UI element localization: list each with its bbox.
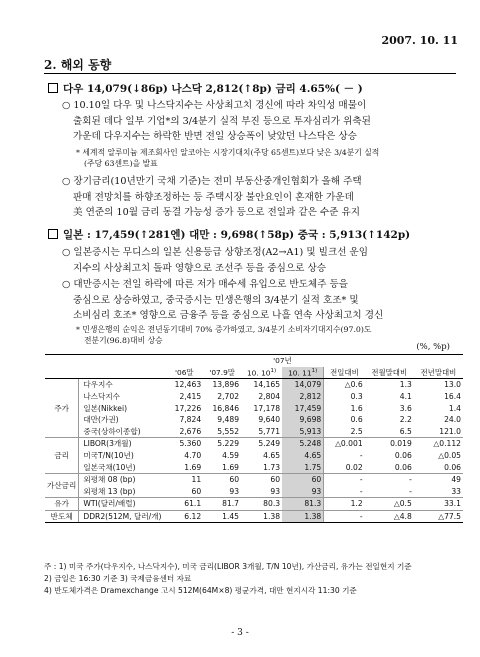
column-header: 10. 10$^{1)}$ bbox=[241, 367, 282, 379]
row-label: 나스닥지수 bbox=[83, 392, 121, 402]
asia-market-para-2 bbox=[62, 277, 457, 324]
table-row bbox=[45, 486, 463, 498]
note-line: 전분기(96.8)대비 상승 bbox=[84, 336, 163, 345]
table-cell: 33 bbox=[414, 486, 463, 498]
para-line: 가운데 다우지수는 하락한 반면 전일 상승폭이 낮았던 나스닥은 상승 bbox=[73, 131, 357, 142]
table-cell: 60 bbox=[282, 473, 324, 485]
table-cell: 17,226 bbox=[174, 403, 202, 413]
table-cell: 16,846 bbox=[212, 403, 240, 413]
page-number: - 3 - bbox=[231, 628, 249, 638]
table-cell: 14,079 bbox=[282, 379, 324, 391]
note-line: * 세계적 알루미늄 제조회사인 알코아는 시장기대치(주당 65센트)보다 낮은 3/4분기 실적 bbox=[76, 148, 380, 157]
asia-market-note-1 bbox=[76, 324, 396, 346]
para-line: 소비심리 호조* 영향으로 금융주 등을 중심으로 나흘 연속 사상최고치 경신 bbox=[73, 310, 384, 321]
table-cell: 33.1 bbox=[414, 498, 463, 511]
row-label: 미국T/N(10년) bbox=[83, 451, 134, 461]
table-cell: 1.4 bbox=[448, 403, 461, 413]
table-cell: 0.06 bbox=[414, 461, 463, 473]
table-cell: 2,812 bbox=[282, 391, 324, 403]
us-market-heading-text: 다우 14,079(↓86p) 나스닥 2,812(↑8p) 금리 4.65%( － ) bbox=[63, 83, 363, 95]
table-cell: 12,463 bbox=[174, 380, 202, 390]
para-line: 중심으로 상승하였고, 중국증시는 민생은행의 3/4분기 실적 호조* 및 bbox=[73, 294, 359, 306]
table-cell: 0.06 bbox=[394, 451, 412, 461]
table-cell: 3.6 bbox=[399, 403, 412, 413]
table-cell: 4.59 bbox=[222, 451, 240, 461]
para-line: ○ 일본증시는 무디스의 일본 신용등급 상향조정(A2→A1) 및 빌크선 운임 bbox=[62, 247, 369, 258]
table-cell: 1.38 bbox=[282, 510, 324, 523]
table-cell: 5,771 bbox=[241, 426, 282, 438]
row-group-label: 유가 bbox=[45, 498, 79, 511]
table-cell: 1.69 bbox=[203, 461, 241, 473]
table-header-row bbox=[45, 367, 463, 379]
table-row bbox=[45, 450, 463, 462]
row-label: DDR2(512M, 달러/개) bbox=[79, 510, 166, 523]
table-cell: 93 bbox=[282, 486, 324, 498]
para-line: ○ 대만증시는 전일 하락에 따른 저가 매수세 유입으로 반도체주 등을 bbox=[62, 279, 349, 290]
section-divider bbox=[44, 73, 456, 74]
table-cell: 49 bbox=[451, 475, 461, 485]
table-cell: △4.8 bbox=[365, 510, 414, 523]
table-cell: 2,804 bbox=[258, 392, 281, 402]
table-cell: 6.5 bbox=[365, 426, 414, 438]
table-cell: 60 bbox=[165, 486, 203, 498]
table-cell: - bbox=[324, 510, 365, 523]
table-row bbox=[45, 402, 463, 414]
table-footnote-3: 4) 반도체가격은 Dramexchange 고시 512M(64M×8) 평균가격, 대만 현지시각 11:30 기준 bbox=[44, 586, 357, 595]
table-cell: △0.6 bbox=[324, 379, 365, 391]
table-row bbox=[45, 414, 463, 426]
table-row bbox=[45, 391, 463, 403]
table-cell: 11 bbox=[191, 475, 202, 485]
column-header: '06말 bbox=[165, 367, 203, 379]
para-line: ○ 10.10일 다우 및 나스닥지수는 사상최고치 경신에 따라 차익성 매물이 bbox=[62, 100, 367, 111]
row-label: 일본국채(10년) bbox=[79, 461, 166, 473]
table-cell: △0.001 bbox=[324, 438, 365, 450]
table-cell: 1.75 bbox=[282, 461, 324, 473]
table-cell: 4.65 bbox=[263, 451, 281, 461]
table-cell: - bbox=[324, 473, 365, 485]
section-title: 2. 해외 동향 bbox=[44, 58, 112, 72]
table-cell: 0.06 bbox=[365, 461, 414, 473]
table-cell: △0.05 bbox=[438, 451, 461, 461]
row-group-label: 가산금리 bbox=[45, 473, 79, 497]
column-header: '07.9말 bbox=[203, 367, 241, 379]
table-cell: 9,489 bbox=[217, 415, 240, 425]
table-cell: 1.38 bbox=[241, 510, 282, 523]
row-label: 외평채 08 (bp) bbox=[83, 475, 136, 485]
column-header-sup: 1) bbox=[270, 367, 277, 374]
table-cell: - bbox=[365, 486, 414, 498]
table-cell: 4.1 bbox=[399, 392, 412, 402]
row-label: 대만(가권) bbox=[83, 415, 119, 425]
table-cell: 61.1 bbox=[165, 498, 203, 511]
column-header: 10. 11$^{1)}$ bbox=[282, 367, 324, 379]
table-row bbox=[45, 473, 463, 485]
row-label: WTI(달러/배럴) bbox=[79, 498, 166, 511]
table-cell: 24.0 bbox=[444, 415, 461, 425]
table-cell: 5.249 bbox=[258, 439, 281, 449]
table-cell: 14,165 bbox=[253, 380, 281, 390]
para-line: 판매 전망치를 하향조정하는 등 주택시장 불안요인이 혼재한 가운데 bbox=[73, 191, 354, 203]
table-cell: 5.360 bbox=[179, 439, 202, 449]
table-cell: 1.69 bbox=[165, 461, 203, 473]
table-cell: 81.7 bbox=[203, 498, 241, 511]
unit-label: (%, %p) bbox=[416, 342, 450, 352]
market-indicator-table bbox=[45, 354, 463, 523]
table-cell: 93 bbox=[241, 486, 282, 498]
row-label: 다우지수 bbox=[83, 380, 113, 390]
table-cell: 5,913 bbox=[282, 426, 324, 438]
row-group-label: 금리 bbox=[45, 438, 79, 474]
table-header-row bbox=[45, 355, 463, 367]
table-cell: 17,459 bbox=[282, 402, 324, 414]
table-cell: 2,415 bbox=[179, 392, 202, 402]
table-cell: 80.3 bbox=[241, 498, 282, 511]
table-cell: 2,676 bbox=[165, 426, 203, 438]
table-footnote-1: 주 : 1) 미국 주가(다우지수, 나스닥지수), 미국 금리(LIBOR 3개월, T/N 10년), 가산금리, 유가는 전일현지 기준 bbox=[44, 562, 412, 571]
table-cell: 93 bbox=[203, 486, 241, 498]
row-group-label: 반도체 bbox=[45, 510, 79, 523]
table-cell: 9,640 bbox=[258, 415, 281, 425]
table-footnote-2: 2) 금일은 16:30 기준 3) 국제금융센터 자료 bbox=[44, 574, 192, 583]
table-cell: 17,178 bbox=[253, 403, 281, 413]
checkbox-square-icon bbox=[48, 83, 58, 93]
us-market-heading bbox=[48, 81, 363, 96]
header-spacer bbox=[45, 355, 241, 367]
report-date: 2007. 10. 11 bbox=[381, 34, 458, 47]
table-cell: - bbox=[324, 486, 365, 498]
table-cell: 0.3 bbox=[324, 391, 365, 403]
table-cell: 2.5 bbox=[324, 426, 365, 438]
checkbox-square-icon bbox=[48, 229, 58, 239]
table-cell: 1.2 bbox=[324, 498, 365, 511]
table-cell: 4.70 bbox=[184, 451, 202, 461]
para-line: 美 연준의 10월 금리 동결 가능성 증가 등으로 전일과 같은 수준 유지 bbox=[73, 207, 361, 218]
table-row bbox=[45, 498, 463, 511]
table-row bbox=[45, 379, 463, 391]
asia-market-heading bbox=[48, 227, 410, 242]
table-cell: 2.2 bbox=[399, 415, 412, 425]
row-label: LIBOR(3개월) bbox=[83, 439, 132, 449]
table-cell: 5.248 bbox=[282, 438, 324, 450]
table-row bbox=[45, 426, 463, 438]
table-cell: 2,702 bbox=[217, 392, 240, 402]
table-cell: 0.019 bbox=[390, 439, 412, 449]
table-cell: 1.3 bbox=[399, 380, 412, 390]
table-cell: △0.112 bbox=[433, 439, 461, 449]
table-cell: 1.6 bbox=[324, 402, 365, 414]
note-line: (주당 63센트)을 발표 bbox=[84, 159, 158, 168]
column-header: 전일대비 bbox=[324, 367, 365, 379]
column-header: 전년말대비 bbox=[414, 367, 463, 379]
row-group-label: 주가 bbox=[45, 379, 79, 438]
table-cell: △0.5 bbox=[365, 498, 414, 511]
table-cell: - bbox=[409, 475, 412, 485]
table-cell: 1.45 bbox=[203, 510, 241, 523]
table-cell: 9,698 bbox=[282, 414, 324, 426]
us-market-note-1 bbox=[76, 147, 456, 169]
table-cell: 4.65 bbox=[282, 450, 324, 462]
table-cell: 13,896 bbox=[212, 380, 240, 390]
header-spacer bbox=[324, 355, 463, 367]
us-market-para-1 bbox=[62, 98, 457, 145]
table-cell: 60 bbox=[229, 475, 240, 485]
table-cell: 6.12 bbox=[165, 510, 203, 523]
table-cell: 13.0 bbox=[444, 380, 461, 390]
note-line: * 민생은행의 순익은 전년동기대비 70% 증가하였고, 3/4분기 소비자기대지수(97.0)도 bbox=[76, 325, 372, 334]
row-label: 일본(Nikkei) bbox=[83, 403, 128, 413]
row-label: 중국(상하이종합) bbox=[79, 426, 166, 438]
table-cell: △77.5 bbox=[414, 510, 463, 523]
row-label: 외평채 13 (bp) bbox=[79, 486, 166, 498]
para-line: 지수의 사상최고치 돌파 영향으로 조선주 등을 중심으로 상승 bbox=[73, 262, 327, 274]
year-header: '07년 bbox=[241, 355, 324, 367]
header-spacer bbox=[45, 367, 165, 379]
table-cell: 0.02 bbox=[324, 461, 365, 473]
table-cell: - bbox=[324, 450, 365, 462]
asia-market-para-1 bbox=[62, 245, 457, 276]
table-cell: 16.4 bbox=[444, 392, 461, 402]
para-line: 출회된 데다 일부 기업*의 3/4분기 실적 부진 등으로 투자심리가 위축된 bbox=[73, 115, 371, 127]
table-cell: 81.3 bbox=[282, 498, 324, 511]
table-cell: 5,552 bbox=[203, 426, 241, 438]
table-cell: 1.73 bbox=[241, 461, 282, 473]
table-row bbox=[45, 438, 463, 450]
table-cell: 60 bbox=[270, 475, 281, 485]
us-market-para-2 bbox=[62, 174, 457, 221]
table-cell: 7,824 bbox=[179, 415, 202, 425]
table-cell: 0.6 bbox=[324, 414, 365, 426]
table-cell: 5.229 bbox=[217, 439, 240, 449]
column-header-sup: 1) bbox=[311, 367, 318, 374]
column-header: 전월말대비 bbox=[365, 367, 414, 379]
table-row bbox=[45, 510, 463, 523]
table-row bbox=[45, 461, 463, 473]
table-cell: 121.0 bbox=[414, 426, 463, 438]
para-line: ○ 장기금리(10년만기 국채 기준)는 전미 부동산중개인협회가 올해 주택 bbox=[62, 176, 362, 187]
asia-market-heading-text: 일본 : 17,459(↑281엔) 대만 : 9,698(↑58p) 중국 : 5,913(↑142p) bbox=[63, 229, 411, 241]
